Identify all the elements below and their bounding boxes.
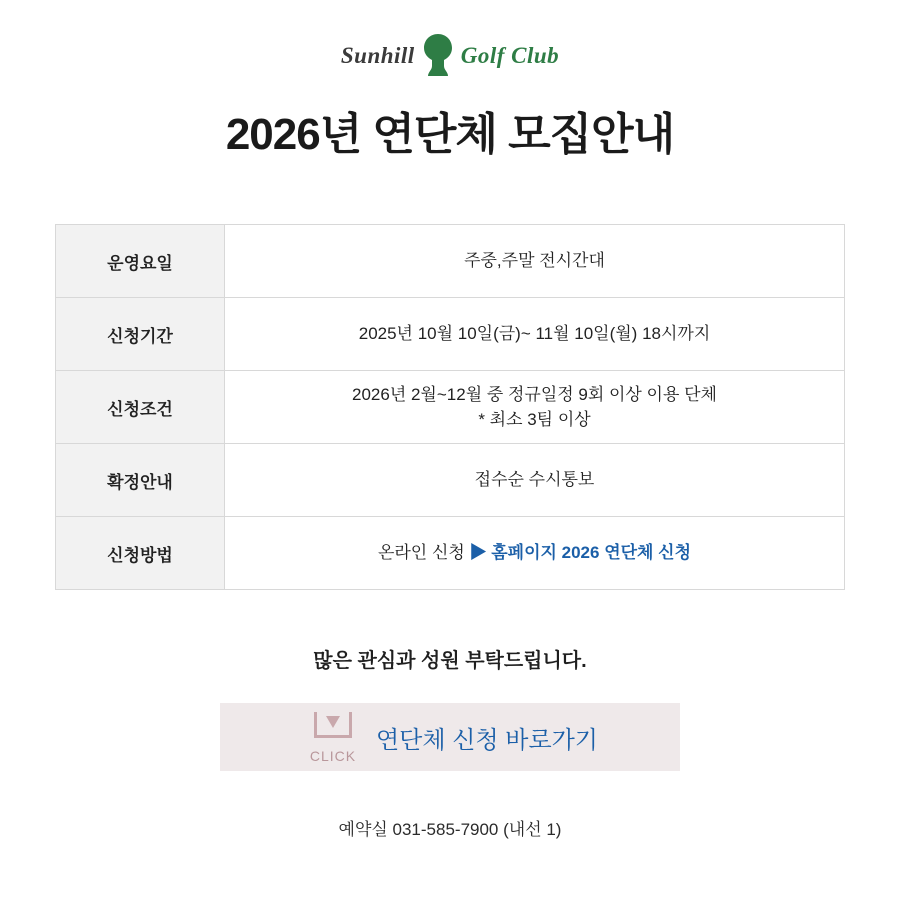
row-value-application-period: 2025년 10월 10일(금)~ 11월 10일(월) 18시까지 — [225, 298, 845, 371]
info-table-wrapper — [55, 224, 845, 590]
info-table — [55, 224, 845, 590]
row-label-operating-days: 운영요일 — [56, 225, 225, 298]
row-label-application-method: 신청방법 — [56, 517, 225, 590]
click-cursor-icon — [302, 710, 364, 764]
condition-line-1: 2026년 2월~12월 중 정규일정 9회 이상 이용 단체 — [352, 384, 717, 404]
row-value-application-method — [225, 517, 845, 590]
closing-message: 많은 관심과 성원 부탁드립니다. — [313, 650, 587, 672]
row-value-operating-days: 주중,주말 전시간대 — [225, 225, 845, 298]
row-value-application-condition — [225, 371, 845, 444]
table-row — [56, 225, 845, 298]
apply-group-booking-button[interactable] — [220, 703, 680, 771]
click-icon-label: CLICK — [309, 748, 357, 764]
page-title: 2026년 연단체 모집안내 — [225, 110, 675, 159]
brand-logo — [0, 0, 900, 70]
golf-ball-on-tee-icon — [421, 32, 455, 80]
condition-line-2: * 최소 3팀 이상 — [478, 410, 591, 429]
row-label-application-period: 신청기간 — [56, 298, 225, 371]
row-label-application-condition: 신청조건 — [56, 371, 225, 444]
method-link[interactable]: 홈페이지 2026 연단체 신청 — [486, 543, 692, 563]
cta-wrapper — [0, 703, 900, 771]
table-row — [56, 444, 845, 517]
reservation-contact: 예약실 031-585-7900 (내선 1) — [338, 820, 562, 839]
method-prefix: 온라인 신청 — [377, 543, 470, 563]
arrow-icon: ▶ — [469, 543, 487, 563]
table-row — [56, 517, 845, 590]
table-row — [56, 298, 845, 371]
table-row — [56, 371, 845, 444]
row-value-confirmation: 접수순 수시통보 — [225, 444, 845, 517]
cta-label: 연단체 신청 바로가기 — [376, 726, 598, 754]
row-label-confirmation: 확정안내 — [56, 444, 225, 517]
logo-inner — [341, 32, 559, 80]
logo-text-sunhill: Sunhill — [340, 43, 415, 68]
logo-text-golfclub: Golf Club — [460, 43, 560, 68]
